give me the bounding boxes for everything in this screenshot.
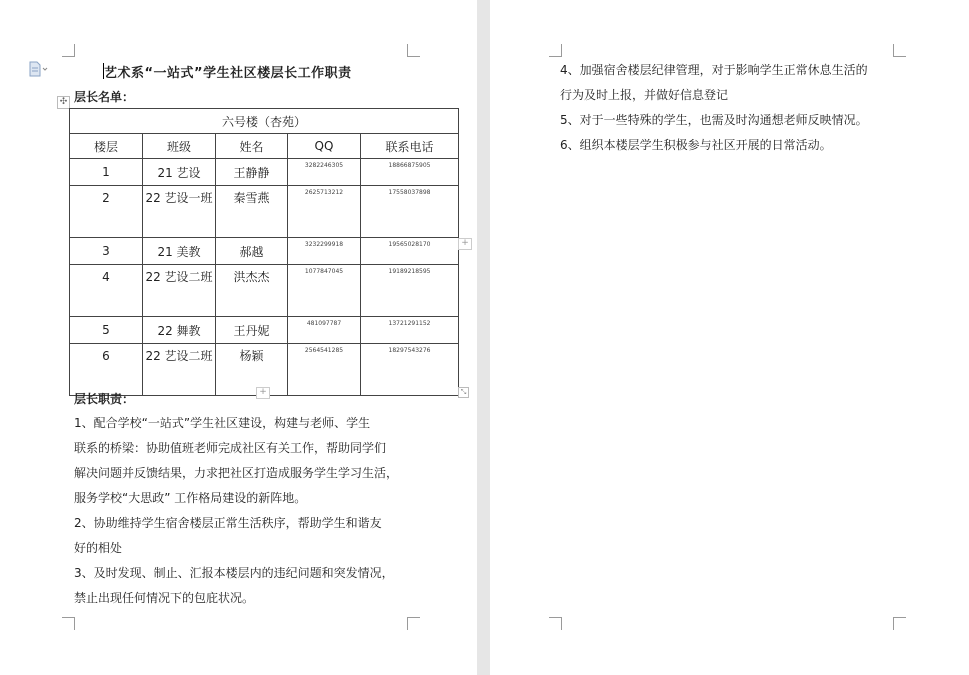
duties-label: 层长职责： (74, 392, 135, 406)
table-title-row (70, 109, 459, 134)
table-resize-icon[interactable]: ⤡ (458, 387, 469, 398)
cell-name: 洪杰杰 (216, 265, 288, 317)
margin-corner-top-right (893, 44, 906, 57)
cell-phone: 13721291152 (361, 317, 459, 344)
column-header: 班级 (143, 134, 216, 159)
margin-corner-bottom-left (62, 617, 75, 630)
duty-line: 禁止出现任何情况下的包庇状况。 (74, 591, 255, 605)
add-row-icon[interactable]: + (256, 387, 270, 399)
document-outline-icon[interactable] (28, 61, 48, 77)
column-header: 联系电话 (361, 134, 459, 159)
duty-line: 服务学校“大思政” 工作格局建设的新阵地。 (74, 491, 307, 505)
cell-phone: 17558037898 (361, 186, 459, 238)
cell-qq: 2564541285 (288, 344, 361, 396)
document-title: 艺术系“一站式”学生社区楼层长工作职责 (104, 66, 352, 81)
cell-name: 杨颖 (216, 344, 288, 396)
cell-qq: 481097787 (288, 317, 361, 344)
duty-line: 6、组织本楼层学生积极参与社区开展的日常活动。 (560, 138, 832, 152)
duty-line: 联系的桥梁：协助值班老师完成社区有关工作，帮助同学们 (74, 441, 387, 455)
cell-floor: 2 (70, 186, 143, 238)
cell-floor: 4 (70, 265, 143, 317)
cell-floor: 1 (70, 159, 143, 186)
document-page-1 (0, 0, 477, 675)
cell-qq: 3282246305 (288, 159, 361, 186)
cell-class: 22 艺设二班 (143, 344, 216, 396)
cell-class: 21 艺设 (143, 159, 216, 186)
table-row (70, 238, 459, 265)
roster-label: 层长名单： (74, 90, 135, 104)
add-column-icon[interactable]: + (458, 238, 472, 250)
duty-line: 好的相处 (74, 541, 123, 555)
table-row (70, 159, 459, 186)
duties-paragraph (74, 411, 398, 611)
table-row (70, 317, 459, 344)
cell-name: 王丹妮 (216, 317, 288, 344)
column-header: 姓名 (216, 134, 288, 159)
margin-corner-bottom-right (893, 617, 906, 630)
duty-line: 4、加强宿舍楼层纪律管理，对于影响学生正常休息生活的 (560, 63, 868, 77)
column-header: QQ (288, 134, 361, 159)
duty-line: 行为及时上报，并做好信息登记 (560, 88, 729, 102)
cell-name: 郝越 (216, 238, 288, 265)
floor-leader-table (69, 108, 459, 396)
duty-line: 5、对于一些特殊的学生，也需及时沟通想老师反映情况。 (560, 113, 868, 127)
cell-phone: 18866875905 (361, 159, 459, 186)
margin-corner-top-right (407, 44, 420, 57)
cell-floor: 6 (70, 344, 143, 396)
cell-qq: 1077847045 (288, 265, 361, 317)
cell-phone: 18297543276 (361, 344, 459, 396)
cell-class: 22 舞教 (143, 317, 216, 344)
cell-floor: 5 (70, 317, 143, 344)
page-gap (477, 0, 490, 675)
cell-phone: 19189218595 (361, 265, 459, 317)
cell-phone: 19565028170 (361, 238, 459, 265)
table-move-handle-icon[interactable]: ✣ (57, 96, 70, 109)
cell-name: 秦雪燕 (216, 186, 288, 238)
cell-qq: 3232299918 (288, 238, 361, 265)
cell-class: 22 艺设一班 (143, 186, 216, 238)
cell-class: 22 艺设二班 (143, 265, 216, 317)
duty-line: 3、及时发现、制止、汇报本楼层内的违纪问题和突发情况， (74, 566, 394, 580)
cell-qq: 2625713212 (288, 186, 361, 238)
margin-corner-top-left (62, 44, 75, 57)
cell-class: 21 美教 (143, 238, 216, 265)
margin-corner-bottom-left (549, 617, 562, 630)
cell-floor: 3 (70, 238, 143, 265)
duty-line: 解决问题并反馈结果，力求把社区打造成服务学生学习生活， (74, 466, 399, 480)
duty-line: 2、协助维持学生宿舍楼层正常生活秩序，帮助学生和谐友 (74, 516, 382, 530)
table-row (70, 186, 459, 238)
cell-name: 王静静 (216, 159, 288, 186)
duty-line: 1、配合学校“一站式”学生社区建设，构建与老师、学生 (74, 416, 371, 430)
duties-continued (560, 58, 868, 158)
margin-corner-bottom-right (407, 617, 420, 630)
table-header-row (70, 134, 459, 159)
column-header: 楼层 (70, 134, 143, 159)
table-row (70, 265, 459, 317)
margin-corner-top-left (549, 44, 562, 57)
building-name: 六号楼（杏苑） (70, 109, 459, 134)
